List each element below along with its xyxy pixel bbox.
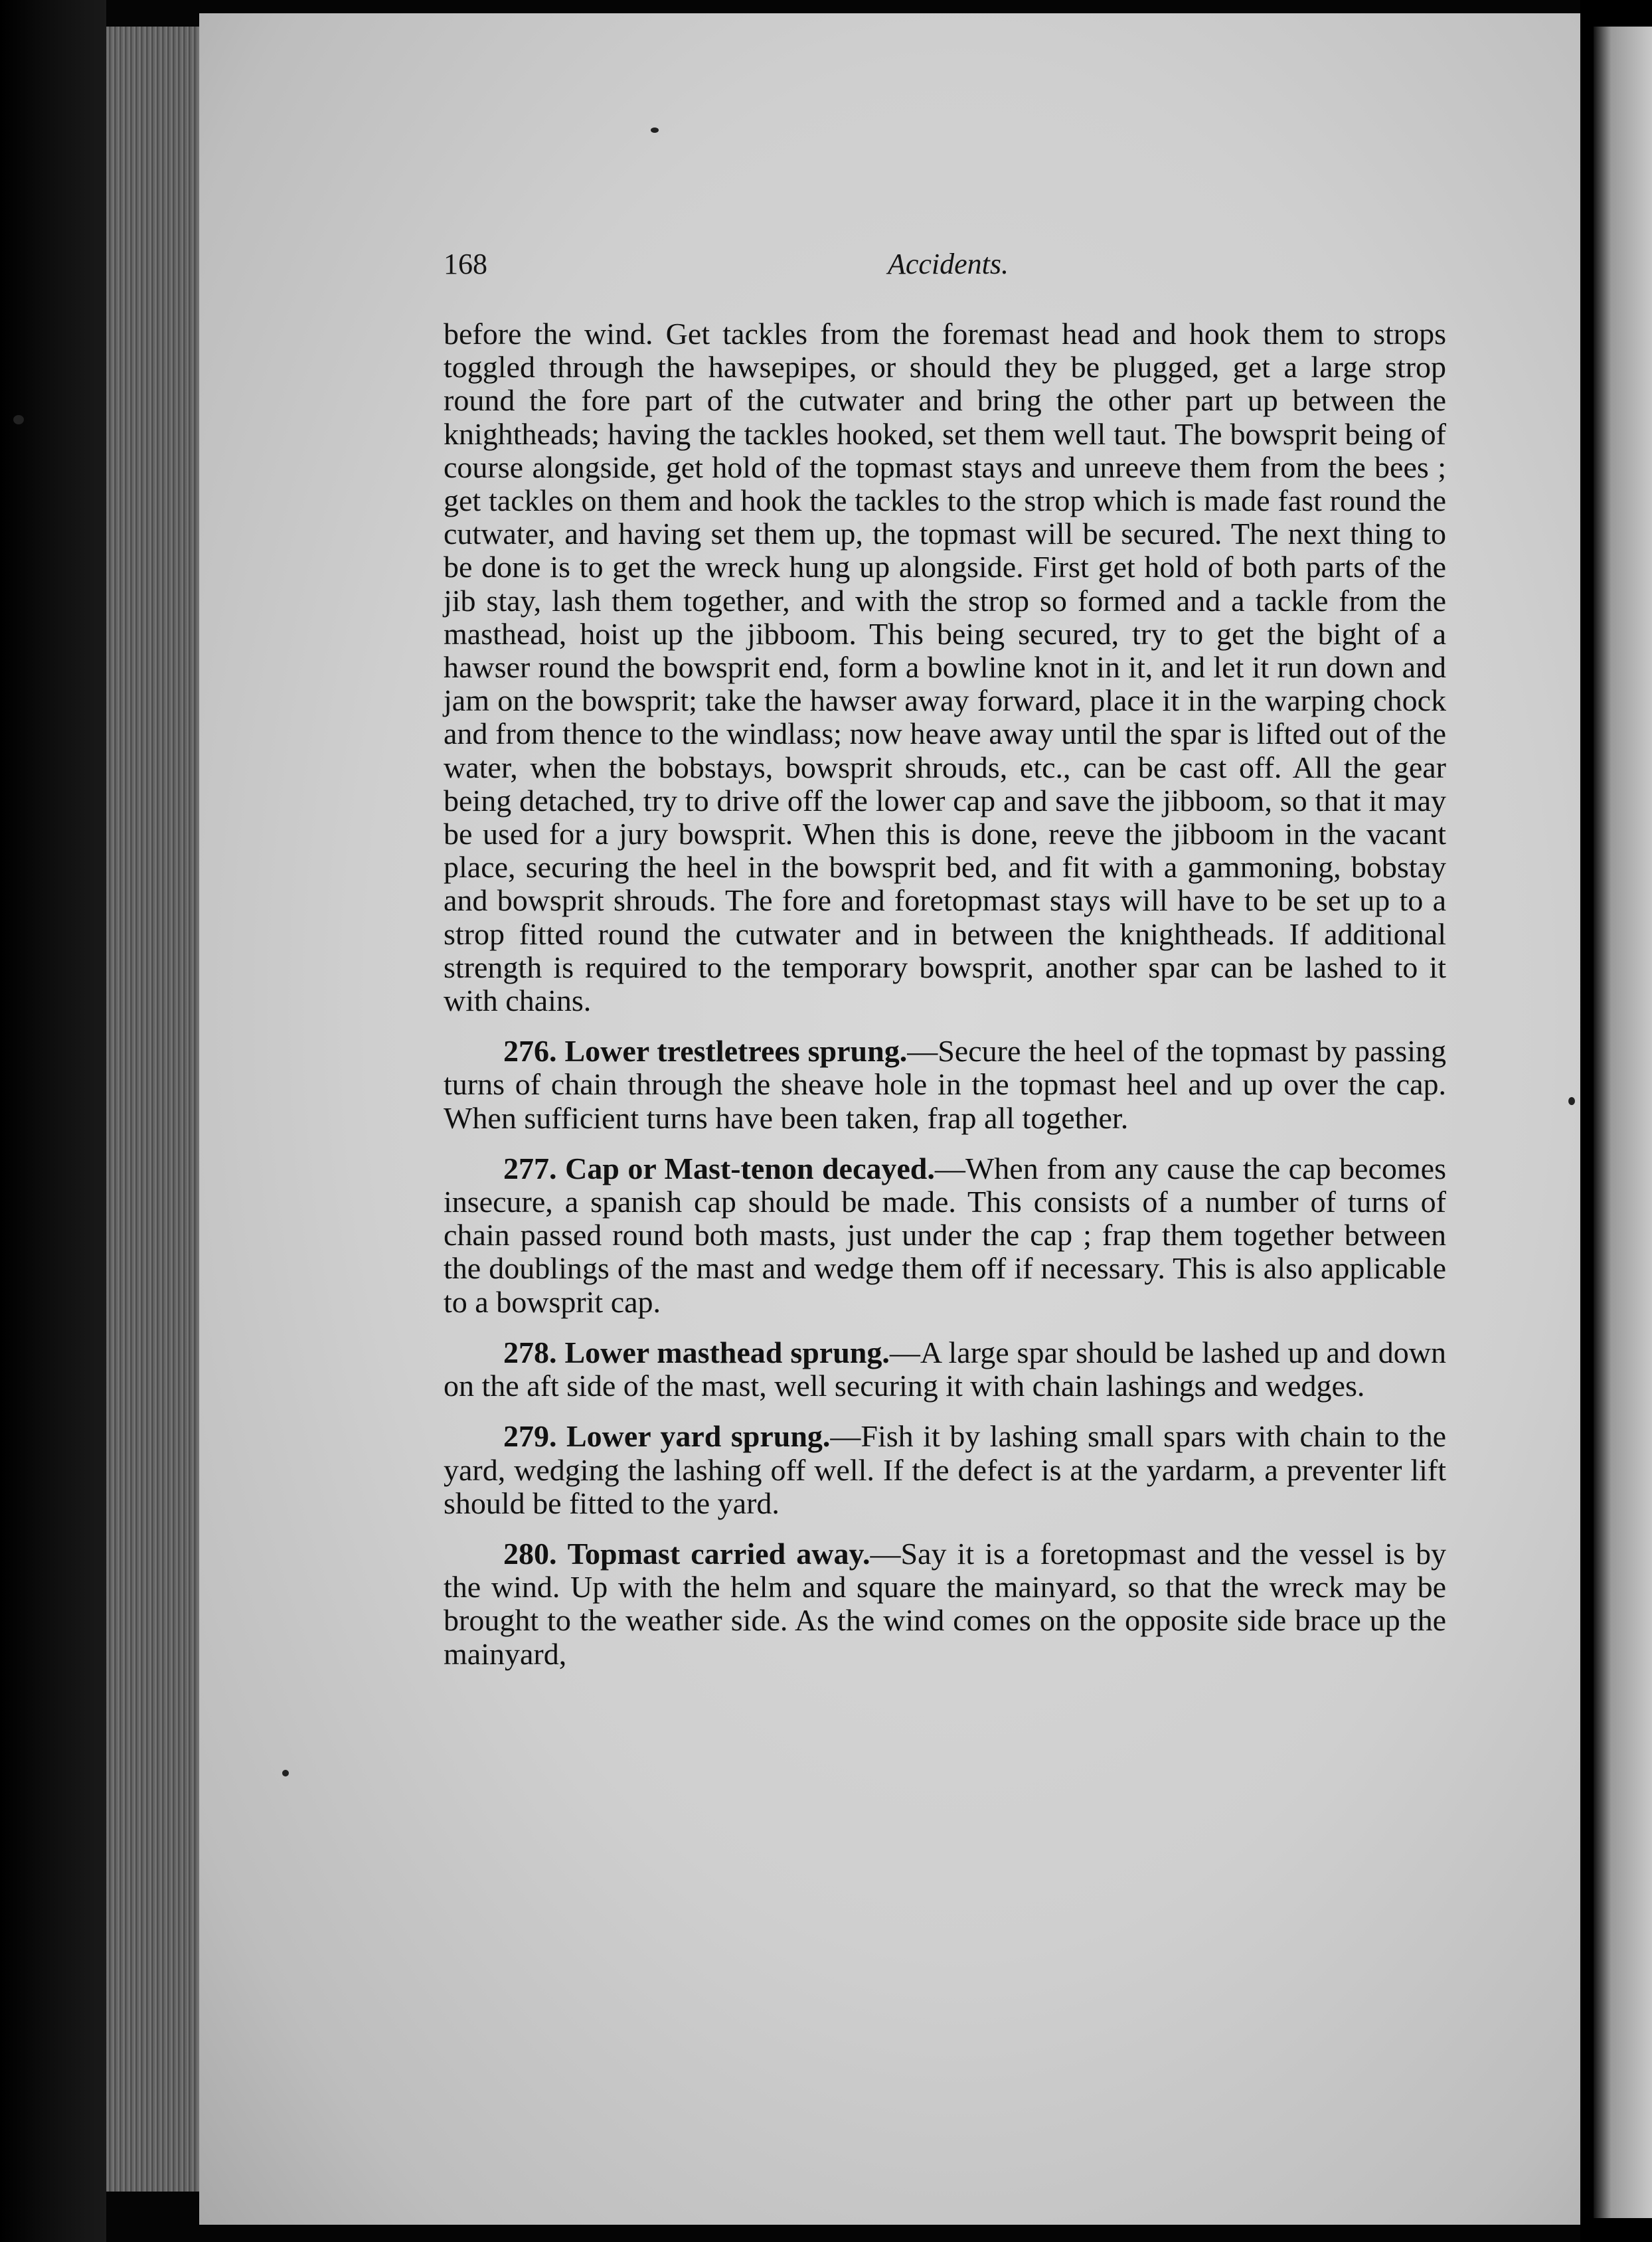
section-number: 278. [503, 1335, 557, 1369]
scan-speck [1568, 1097, 1575, 1105]
section-number: 277. [503, 1151, 557, 1185]
page-number: 168 [444, 248, 487, 280]
section-heading: Topmast carried away. [567, 1536, 870, 1571]
section-number: 280. [503, 1536, 557, 1571]
scan-speck [13, 415, 24, 424]
section-heading: Lower masthead sprung. [564, 1335, 890, 1369]
scan-speck [651, 128, 659, 133]
section-heading: Lower yard sprung. [566, 1419, 831, 1454]
paragraph-text: before the wind. Get tackles from the foremast head and hook them to strops toggled through the hawsepipes, or should they be plugged, get a large strop round the fore part of the cutwater and bring the other part up between the knightheads; having the tackles hooked, set them well taut. The bowsprit being of course alongside, get hold of the topmast stays and unreeve them from the bees ; get tackles on them and hook the tackles to the strop which is made fast round the cutwater, and having set them up, the topmast will be secured. The next thing to be done is to get the wreck hung up alongside. First get hold of both parts of the jib stay, lash them together, and with the strop so formed and a tackle from the masthead, hoist up the jibboom. This being secured, try to get the bight of a hawser round the bowsprit end, form a bowline knot in it, and let it run down and jam on the bowsprit; take the hawser away forward, place it in the warping chock and from thence to the windlass; now heave away until the spar is lifted out of the water, when the bobstays, bowsprit shrouds, etc., can be cast off. All the gear being detached, try to drive off the lower cap and save the jibboom, so that it may be used for a jury bowsprit. When this is done, reeve the jibboom in the vacant place, securing the heel in the bowsprit bed, and fit with a gammoning, bobstay and bowsprit shrouds. The fore and foretopmast stays will have to be set up to a strop fitted round the cutwater and in between the knightheads. If additional strength is required to the temporary bowsprit, another spar can be lashed to it with chains. [444, 317, 1446, 1018]
section-277 [444, 1152, 1446, 1319]
section-text: —Secure the heel of the topmast by passing turns of chain through the sheave hole in the topmast heel and up over the cap. When sufficient turns have been taken, frap all together. [444, 1034, 1446, 1135]
section-number: 279. [503, 1419, 557, 1454]
section-text: —Say it is a foretopmast and the vessel is by the wind. Up with the helm and square the mainyard, so that the wreck may be brought to the weather side. As the wind comes on the opposite side brace up the mainyard, [444, 1536, 1447, 1671]
section-276 [444, 1035, 1446, 1135]
section-number: 276. [503, 1034, 557, 1069]
section-280 [444, 1537, 1446, 1671]
running-head [444, 247, 1453, 294]
page-edge-stack [106, 27, 206, 2192]
section-text: —When from any cause the cap becomes insecure, a spanish cap should be made. This consists of a number of turns of chain passed round both masts, just under the cap ; frap them together between the doublings of the mast and wedge them off if necessary. This is also applicable to a bowsprit cap. [444, 1151, 1446, 1319]
body-text [444, 317, 1446, 1688]
section-text: —A large spar should be lashed up and down on the aft side of the mast, well securing it with chain lashings and wedges. [444, 1335, 1447, 1403]
next-page-edge [1594, 27, 1652, 2218]
scan-speck [282, 1770, 289, 1776]
section-heading: Cap or Mast-tenon decayed. [565, 1151, 935, 1185]
section-heading: Lower trestletrees sprung. [564, 1034, 908, 1069]
running-title: Accidents. [887, 248, 1009, 280]
section-278 [444, 1336, 1446, 1403]
section-text: —Fish it by lashing small spars with chain to the yard, wedging the lashing off well. If the defect is at the yardarm, a preventer lift should be fitted to the yard. [444, 1419, 1446, 1520]
paragraph-continuation [444, 317, 1446, 1017]
section-279 [444, 1420, 1446, 1520]
book-binding-left [0, 0, 106, 2242]
